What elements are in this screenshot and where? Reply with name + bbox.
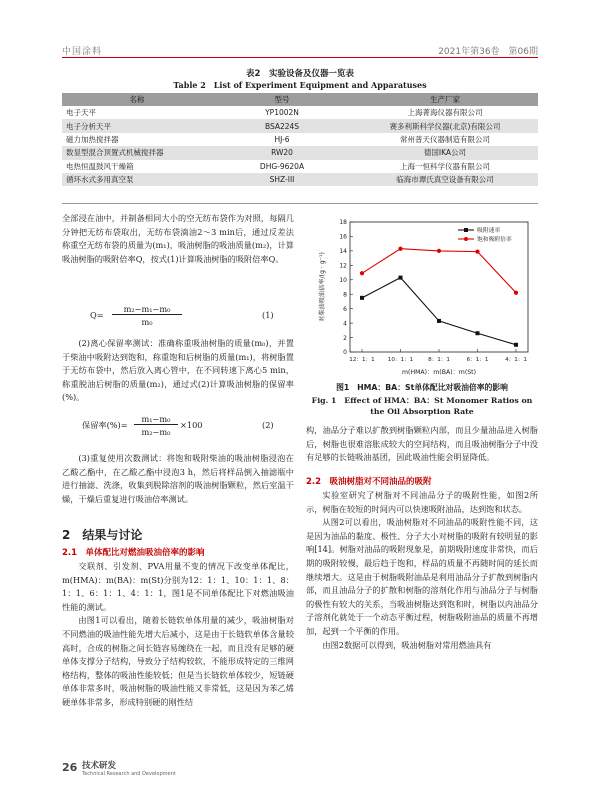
paragraph: (2)离心保留率测试：准确称重吸油树脂的质量(m₀)，并置于柴油中吸附达到饱和，称重饱和后树脂的质量(m₁)，将树脂置于无纺布袋中，然后放入离心管中，在不同转速下离心5 min，称重脱油后树脂的质量(m₂)，通过式(2)计算吸油树脂的保留率(%)。 xyxy=(62,338,294,403)
table-cell: DHG-9620A xyxy=(259,161,305,171)
y-tick-label: 2 xyxy=(343,334,347,342)
formula-1-denominator: m₀ xyxy=(141,317,153,327)
data-point xyxy=(476,331,480,335)
table-row xyxy=(62,133,538,146)
legend-label: 饱和吸附倍率 xyxy=(477,237,512,244)
legend-label: 吸附速率 xyxy=(477,228,501,235)
data-point xyxy=(360,271,364,275)
y-tick-label: 18 xyxy=(339,219,347,227)
equipment-table xyxy=(62,93,538,186)
legend-marker xyxy=(464,228,468,232)
legend-marker xyxy=(464,237,468,241)
formula-1-number: (1) xyxy=(262,310,274,320)
formula-2-numerator: m₁−m₀ xyxy=(134,414,178,425)
y-axis-label: 对柴油吸油倍率/(g · g⁻¹) xyxy=(319,252,326,322)
table-row xyxy=(62,160,538,173)
table-header-model: 型号 xyxy=(212,93,352,106)
data-point xyxy=(399,276,403,280)
formula-2-rhs: ×100 xyxy=(180,420,203,430)
subsection-heading-2-1: 2.1 单体配比对燃油吸油倍率的影响 xyxy=(62,548,205,558)
formula-1-numerator: m₂−m₁−m₀ xyxy=(112,304,182,315)
header-rule xyxy=(62,57,538,58)
paragraph: 实验室研究了树脂对不同油品分子的吸附性能，如图2所示，树脂在较短的时间内可以快速吸附油品，达到饱和状态。 xyxy=(306,490,538,514)
y-tick-label: 6 xyxy=(343,305,347,313)
paragraph: (3)重复使用次数测试：将饱和吸附柴油的吸油树脂浸泡在乙酸乙酯中，在乙酸乙酯中浸泡3 h，然后将样品倒入抽滤瓶中进行抽滤、洗涤，收集到脱除溶剂的吸油树脂颗粒，然后室温干燥，干燥后重复进行吸油倍率测试。 xyxy=(62,453,294,504)
table-cell: 循环水式多用真空泵 xyxy=(62,173,212,186)
right-column-bottom xyxy=(306,489,538,652)
x-axis-label: m(HMA)：m(BA)：m(St) xyxy=(402,369,476,376)
table-cell: HJ-6 xyxy=(274,134,290,144)
column-name-en: Technical Research and Development xyxy=(82,771,176,777)
table-header-row xyxy=(62,93,538,106)
y-tick-label: 14 xyxy=(339,248,347,256)
table-cell: 电热恒温鼓风干燥箱 xyxy=(66,161,134,171)
table-bottom-rule xyxy=(62,203,538,204)
table-header-name: 名称 xyxy=(62,93,212,106)
y-tick-label: 8 xyxy=(343,291,347,299)
table-caption-en: Table 2 List of Experiment Equipment and Apparatuses xyxy=(173,80,427,90)
table-cell: 德国IKA公司 xyxy=(352,146,538,159)
paragraph: 由图1可以看出，随着长链软单体用量的减少，吸油树脂对不同燃油的吸油性能先增大后减小，这是由于长链软单体含量较高时，合成的树脂之间长链容易缠绕在一起，而且没有足够的硬单体支撑分子结构，导致分子结构较软，不能形成特定的三维网格结构，整体的吸油性能较低；但是当长链软单体较少，短链硬单体非常多时，吸油树脂的吸油性能又非常低，这是因为苯乙烯硬单体非常多，形成特别硬的刚性结 xyxy=(62,615,294,707)
table-cell: 上海一恒科学仪器有限公司 xyxy=(400,161,490,171)
table-row xyxy=(62,119,538,132)
data-point xyxy=(360,296,364,300)
table-cell: YP1002N xyxy=(265,108,299,118)
x-tick-label: 8：1：1 xyxy=(428,357,450,363)
subsection-heading-2-2: 2.2 吸油树脂对不同油品的吸附 xyxy=(306,477,432,487)
table-cell: 上海菁海仪器有限公司 xyxy=(407,108,483,118)
table-cell: BSA224S xyxy=(212,119,352,132)
table-cell: 电子天平 xyxy=(66,108,96,118)
series-line-1 xyxy=(362,278,516,345)
table-cell: SHZ-III xyxy=(212,173,352,186)
section-heading-2: 2 结果与讨论 xyxy=(62,528,143,542)
x-tick-label: 6：1：1 xyxy=(466,357,489,363)
table-cell: 临海市谭氏真空设备有限公司 xyxy=(352,173,538,186)
table-cell: 磁力加热搅拌器 xyxy=(66,134,119,144)
data-point xyxy=(437,249,441,253)
page-number: 26 xyxy=(62,761,78,774)
journal-name: 中国涂料 xyxy=(62,47,103,57)
data-point xyxy=(514,343,518,347)
paragraph: 全部浸在油中，并制备相同大小的空无纺布袋作为对照，每隔几分钟把无纺布袋取出，无纺布袋滴油2～3 min后，通过反差法称重空无纺布袋的质量为(m₁)，吸油树脂的吸油质量(m₂)，计算吸油树脂的吸附倍率Q，按式(1)计算吸油树脂的吸附倍率Q。 xyxy=(62,213,294,264)
figure-1-chart xyxy=(306,212,538,380)
table-cell: 数显型混合顶置式机械搅拌器 xyxy=(62,146,212,159)
data-point xyxy=(475,250,479,254)
formula-2-denominator: m₂−m₀ xyxy=(141,427,171,437)
y-tick-label: 16 xyxy=(339,233,347,241)
table-cell: RW20 xyxy=(212,146,352,159)
x-tick-label: 4：1：1 xyxy=(505,357,527,363)
left-column-mid xyxy=(62,337,294,405)
paragraph: 由图2数据可以得到，吸油树脂对常用燃油具有 xyxy=(322,639,492,650)
right-column-top xyxy=(306,424,538,465)
left-column-top xyxy=(62,212,294,266)
data-point xyxy=(437,319,441,323)
issue-info: 2021年第36卷 第06期 xyxy=(438,47,538,57)
table-cell: 常州普天仪器制造有限公司 xyxy=(400,134,490,144)
formula-2-number: (2) xyxy=(262,420,274,430)
paragraph: 从图2可以看出，吸油树脂对不同油品的吸附性能不同，这是因为油品的黏度、极性、分子大小对树脂的吸附有较明显的影响[14]。树脂对油品的吸附现象是，前期吸附速度非常快，而后期的吸附较慢，最后趋于饱和，样品的质量不再随时间的延长而继续增大。这是由于树脂吸附油品是利用油品分子扩散到树脂内部，而且油品分子的扩散和树脂的溶剂化作用与油品分子与树脂的极性有较大的关系，当吸油树脂达到饱和时，树脂以内油品分子溶剂化就处于一个动态平衡过程，树脂吸附油品的质量不再增加，起到一个平衡的作用。 xyxy=(306,517,538,636)
x-tick-label: 12：1：1 xyxy=(349,357,375,363)
formula-2-lhs: 保留率(%)= xyxy=(82,420,128,430)
formula-1-lhs: Q= xyxy=(90,310,104,320)
table-caption-cn: 表2 实验设备及仪器一览表 xyxy=(246,69,354,79)
table-cell: 赛多利斯科学仪器(北京)有限公司 xyxy=(352,119,538,132)
y-tick-label: 12 xyxy=(339,262,347,270)
paragraph: 构，油品分子难以扩散到树脂颗粒内部，而且少量油品进入树脂后，树脂也很难溶胀成较大的空间结构，而且吸油树脂分子中没有足够的长链吸油基团，因此吸油性能会明显降低。 xyxy=(306,425,538,463)
y-tick-label: 10 xyxy=(339,276,347,284)
x-tick-label: 10：1：1 xyxy=(387,357,414,363)
left-column-bottom xyxy=(62,560,294,710)
table-cell: 电子分析天平 xyxy=(62,119,212,132)
table-row xyxy=(62,106,538,119)
data-point xyxy=(398,247,402,251)
data-point xyxy=(514,291,518,295)
column-name-cn: 技术研发 xyxy=(82,761,117,771)
figure-caption-cn: 图1 HMA：BA：St单体配比对吸油倍率的影响 xyxy=(336,383,508,392)
table-row xyxy=(62,173,538,186)
y-tick-label: 4 xyxy=(343,320,347,328)
table-row xyxy=(62,146,538,159)
y-tick-label: 0 xyxy=(343,349,347,357)
paragraph: 交联剂、引发剂、PVA用量不变的情况下改变单体配比，m(HMA)：m(BA)：m(St)分别为12：1：1、10：1：1、8：1：1、6：1：1、4：1：1，图1是不同单体配比下对燃油吸油性能的测试。 xyxy=(62,561,294,612)
left-column-lower xyxy=(62,452,294,506)
figure-caption-en: Fig. 1 Effect of HMA：BA：St Monomer Ratios on the Oil Absorption Rate xyxy=(311,396,533,416)
table-header-maker: 生产厂家 xyxy=(352,93,538,106)
